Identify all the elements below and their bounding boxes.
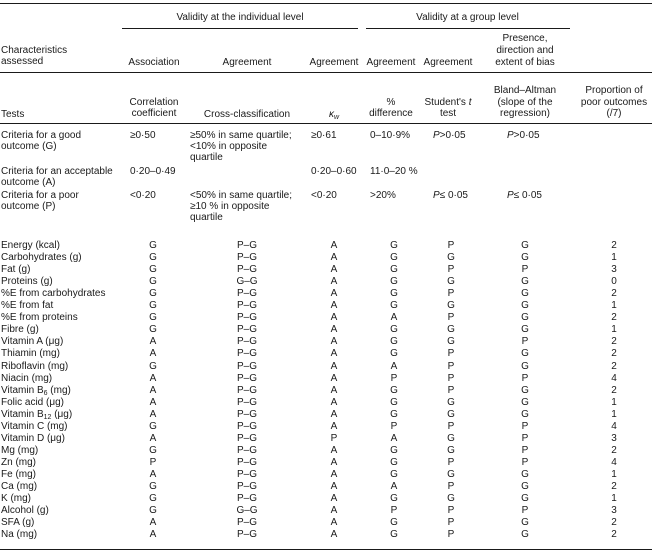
- row-label-text: Carbohydrates (g): [1, 252, 82, 264]
- table-cell: G: [390, 468, 398, 480]
- row-label-text: SFA (g): [1, 517, 35, 529]
- table-cell: G: [521, 517, 529, 529]
- table-cell: A: [330, 252, 338, 264]
- header-agreement-cross: Agreement: [222, 57, 272, 68]
- criteria-correlation: ≥0·50: [130, 130, 156, 141]
- table-cell: P: [521, 432, 529, 444]
- row-label: [1, 276, 53, 288]
- row-label-text: %E from carbohydrates: [1, 288, 106, 300]
- criteria-kappa: ≥0·61: [311, 130, 337, 141]
- table-cell: G: [447, 252, 455, 264]
- group-header-group: Validity at a group level: [416, 12, 519, 23]
- row-label-text: K (mg): [1, 493, 31, 505]
- header-tests: Tests: [1, 109, 25, 120]
- criteria-student-t: [433, 190, 468, 202]
- table-cell: G: [149, 444, 157, 456]
- row-label-subscript: 6: [43, 389, 48, 397]
- table-cell: A: [330, 493, 338, 505]
- table-cell: G: [390, 529, 398, 541]
- table-cell: G: [447, 276, 455, 288]
- table-cell: A: [330, 517, 338, 529]
- table-cell: G: [390, 240, 398, 251]
- table-cell: A: [330, 300, 338, 312]
- table-cell: A: [330, 396, 338, 408]
- table-cell: G: [390, 252, 398, 264]
- table-cell: 2: [611, 517, 617, 529]
- criteria-cross-classification: ≥50% in same quartile;: [190, 130, 292, 141]
- table-cell: 2: [611, 240, 617, 251]
- student-t-symbol: t: [468, 97, 472, 108]
- table-cell: G: [149, 300, 157, 312]
- table-cell: P: [447, 420, 455, 432]
- student-label: Student's: [424, 97, 469, 108]
- table-cell: G: [521, 468, 529, 480]
- table-cell: A: [149, 336, 157, 348]
- table-cell: 1: [611, 300, 617, 312]
- row-label: [1, 505, 49, 517]
- table-cell: P: [447, 384, 455, 396]
- criteria-correlation: <0·20: [130, 190, 156, 201]
- header-agreement-diff: Agreement: [366, 57, 416, 68]
- p-threshold: >0·05: [513, 130, 540, 141]
- criteria-label: Criteria for a poor: [1, 190, 79, 201]
- table-cell: G: [149, 276, 157, 288]
- table-cell: P: [390, 505, 398, 517]
- row-label: [1, 252, 82, 264]
- table-cell: P: [447, 288, 455, 300]
- row-label-text: %E from proteins: [1, 312, 78, 324]
- table-cell: G: [447, 300, 455, 312]
- table-cell: P–G: [236, 420, 257, 432]
- table-cell: 1: [611, 408, 617, 420]
- row-label: [1, 288, 106, 300]
- table-cell: P: [521, 264, 529, 276]
- table-cell: P–G: [236, 336, 257, 348]
- row-label-text: Niacin (mg): [1, 372, 53, 384]
- table-cell: P–G: [236, 324, 257, 336]
- table-cell: G: [390, 300, 398, 312]
- table-cell: 2: [611, 384, 617, 396]
- table-cell: 4: [611, 420, 617, 432]
- table-cell: G: [390, 264, 398, 276]
- table-cell: 1: [611, 252, 617, 264]
- row-label-text: Riboflavin (mg): [1, 360, 69, 372]
- table-cell: A: [330, 384, 338, 396]
- table-cell: A: [149, 529, 157, 541]
- table-cell: G: [390, 408, 398, 420]
- table-cell: G: [447, 324, 455, 336]
- table-cell: A: [149, 384, 157, 396]
- table-cell: G: [521, 529, 529, 541]
- table-cell: A: [149, 468, 157, 480]
- criteria-cross-classification: <50% in same quartile;: [190, 190, 293, 201]
- criteria-kappa: <0·20: [311, 190, 337, 201]
- table-cell: G: [447, 396, 455, 408]
- table-cell: A: [390, 481, 398, 492]
- top-rule: [0, 3, 652, 4]
- table-cell: 2: [611, 529, 617, 541]
- row-label-text: Vitamin C (mg): [1, 420, 68, 432]
- table-cell: P–G: [236, 372, 257, 384]
- table-cell: G: [390, 288, 398, 300]
- row-label: [1, 336, 63, 348]
- row-label: [1, 312, 78, 324]
- table-cell: G: [521, 493, 529, 505]
- table-cell: G: [521, 384, 529, 396]
- table-cell: G: [521, 408, 529, 420]
- table-cell: G: [149, 312, 157, 324]
- table-cell: A: [330, 372, 338, 384]
- header-student-1: [419, 97, 477, 109]
- table-cell: 4: [611, 372, 617, 384]
- table-cell: G: [521, 360, 529, 372]
- table-cell: A: [330, 360, 338, 372]
- criteria-pct-difference: 11·0–20 %: [370, 166, 418, 177]
- header-agreement-t: Agreement: [423, 57, 473, 68]
- row-label: [1, 397, 64, 409]
- table-cell: A: [149, 372, 157, 384]
- table-cell: P: [390, 420, 398, 432]
- table-cell: P–G: [236, 312, 257, 324]
- table-cell: P: [521, 456, 529, 468]
- table-cell: 2: [611, 288, 617, 300]
- table-cell: P–G: [236, 252, 257, 264]
- row-label-unit: (μg): [51, 408, 73, 420]
- table-cell: G: [447, 468, 455, 480]
- table-cell: P: [447, 456, 455, 468]
- table-cell: P–G: [236, 444, 257, 456]
- criteria-label: Criteria for an acceptable: [1, 166, 113, 177]
- header-association: Association: [128, 57, 180, 68]
- table-cell: A: [330, 264, 338, 276]
- row-label-text: Vitamin D (μg): [1, 432, 65, 444]
- row-label: [1, 481, 37, 493]
- table-cell: G: [149, 264, 157, 276]
- row-label: [1, 457, 36, 469]
- table-cell: G: [390, 517, 398, 529]
- table-cell: P–G: [236, 517, 257, 529]
- header-bland-2: (slope of the: [497, 97, 553, 108]
- row-label-text: Vitamin A (μg): [1, 336, 64, 348]
- table-cell: P: [521, 420, 529, 432]
- table-cell: G: [149, 288, 157, 300]
- row-label: [1, 469, 36, 481]
- table-cell: 2: [611, 336, 617, 348]
- table-cell: P–G: [236, 468, 257, 480]
- table-cell: A: [149, 408, 157, 420]
- header-pct-1: %: [386, 97, 396, 108]
- criteria-bland-altman: [507, 130, 540, 142]
- table-cell: G: [521, 252, 529, 264]
- header-characteristics-1: Characteristics: [1, 45, 68, 56]
- table-cell: A: [330, 276, 338, 288]
- row-label-text: Fibre (g): [1, 324, 39, 336]
- header-pct-2: difference: [369, 108, 413, 119]
- table-cell: P: [447, 312, 455, 324]
- group-rule-individual: [122, 28, 358, 29]
- table-cell: P–G: [236, 360, 257, 372]
- row-label-text: Thiamin (mg): [1, 348, 60, 360]
- table-cell: P–G: [236, 384, 257, 396]
- table-cell: A: [330, 468, 338, 480]
- row-label-text: Ca (mg): [1, 481, 38, 492]
- table-cell: 2: [611, 481, 617, 492]
- criteria-bland-altman: [507, 190, 542, 202]
- table-cell: G: [521, 288, 529, 300]
- table-cell: P: [149, 456, 157, 468]
- table-cell: P: [447, 240, 455, 251]
- header-bland-3: regression): [499, 108, 551, 119]
- table-cell: A: [330, 481, 338, 492]
- table-cell: G: [390, 456, 398, 468]
- table-cell: G: [390, 348, 398, 360]
- row-label-text: Energy (kcal): [1, 240, 60, 251]
- table-cell: P–G: [236, 493, 257, 505]
- row-label-text: %E from fat: [1, 300, 54, 312]
- table-cell: P: [447, 529, 455, 541]
- table-cell: 3: [611, 432, 617, 444]
- row-label: [1, 517, 34, 529]
- table-cell: P: [390, 372, 398, 384]
- table-cell: P–G: [236, 396, 257, 408]
- table-cell: A: [330, 505, 338, 517]
- table-cell: P–G: [236, 529, 257, 541]
- table-cell: G: [390, 324, 398, 336]
- table-cell: P: [447, 517, 455, 529]
- header-bias-3: extent of bias: [495, 57, 555, 68]
- criteria-label: outcome (G): [1, 141, 57, 152]
- table-cell: 1: [611, 468, 617, 480]
- table-cell: A: [330, 420, 338, 432]
- table-cell: P: [447, 360, 455, 372]
- table-cell: G: [521, 276, 529, 288]
- row-label-text: Proteins (g): [1, 276, 53, 288]
- row-label: [1, 493, 31, 505]
- table-cell: G: [149, 252, 157, 264]
- table-cell: G: [447, 408, 455, 420]
- row-label-text: Fat (g): [1, 264, 31, 276]
- table-cell: G: [521, 396, 529, 408]
- header-rule: [0, 72, 652, 73]
- table-cell: A: [330, 288, 338, 300]
- criteria-label: Criteria for a good: [1, 130, 82, 141]
- kappa-symbol: κ: [328, 109, 334, 120]
- table-cell: G: [149, 324, 157, 336]
- row-label: [1, 409, 72, 422]
- p-symbol: P: [433, 190, 440, 201]
- table-cell: 2: [611, 444, 617, 456]
- table-cell: G: [521, 348, 529, 360]
- criteria-correlation: 0·20–0·49: [130, 166, 176, 177]
- table-cell: A: [390, 360, 398, 372]
- table-cell: G: [390, 444, 398, 456]
- table-cell: P: [330, 432, 338, 444]
- table-cell: G: [447, 493, 455, 505]
- table-cell: G: [390, 384, 398, 396]
- table-cell: P: [447, 264, 455, 276]
- table-cell: 4: [611, 456, 617, 468]
- table-cell: A: [330, 312, 338, 324]
- row-label: [1, 445, 38, 457]
- header-proportion-3: (/7): [606, 108, 622, 119]
- table-cell: P: [447, 348, 455, 360]
- table-cell: A: [149, 396, 157, 408]
- row-label-text: Folic acid (μg): [1, 396, 64, 408]
- table-cell: G: [521, 312, 529, 324]
- table-cell: P–G: [236, 408, 257, 420]
- row-label: [1, 433, 65, 445]
- row-label-unit: (mg): [47, 384, 71, 396]
- table-cell: G: [149, 420, 157, 432]
- header-kappa: [306, 109, 362, 122]
- table-cell: 1: [611, 493, 617, 505]
- header-correlation-2: coefficient: [131, 108, 177, 119]
- table-cell: P–G: [236, 432, 257, 444]
- row-label-text: Alcohol (g): [1, 505, 49, 517]
- row-label: [1, 324, 39, 336]
- table-cell: P: [447, 505, 455, 517]
- bottom-rule: [0, 549, 652, 550]
- table-cell: A: [149, 517, 157, 529]
- header-correlation-1: Correlation: [129, 97, 179, 108]
- table-cell: G: [149, 360, 157, 372]
- table-cell: 2: [611, 312, 617, 324]
- p-symbol: P: [507, 190, 514, 201]
- table-cell: G: [149, 240, 157, 251]
- header-proportion-1: Proportion of: [585, 85, 643, 96]
- table-cell: A: [390, 312, 398, 324]
- table-cell: P: [447, 372, 455, 384]
- table-cell: A: [149, 432, 157, 444]
- criteria-label: outcome (A): [1, 177, 56, 188]
- header-bias-1: Presence,: [502, 33, 548, 44]
- header-bias-2: direction and: [496, 45, 554, 56]
- criteria-cross-classification: quartile: [190, 152, 223, 163]
- row-label-text: Vitamin B: [1, 408, 44, 420]
- table-cell: G–G: [236, 505, 258, 517]
- group-header-individual: Validity at the individual level: [176, 12, 304, 23]
- p-symbol: P: [507, 130, 514, 141]
- table-cell: G: [447, 432, 455, 444]
- header-cross-classification: Cross-classification: [203, 109, 291, 120]
- header-agreement-kappa: Agreement: [309, 57, 359, 68]
- header-bland-1: Bland–Altman: [493, 85, 557, 96]
- criteria-cross-classification: <10% in opposite: [190, 141, 268, 152]
- table-cell: P: [521, 372, 529, 384]
- table-cell: G: [521, 300, 529, 312]
- table-cell: A: [330, 324, 338, 336]
- row-label: [1, 529, 37, 541]
- header-proportion-2: poor outcomes: [580, 97, 648, 108]
- table-cell: 0: [611, 276, 617, 288]
- table-cell: G: [390, 276, 398, 288]
- table-cell: G: [390, 493, 398, 505]
- table-cell: G: [149, 505, 157, 517]
- table-cell: 1: [611, 324, 617, 336]
- p-symbol: P: [433, 130, 440, 141]
- table-cell: G: [521, 324, 529, 336]
- table-cell: A: [330, 456, 338, 468]
- table-cell: P–G: [236, 264, 257, 276]
- table-cell: P: [521, 444, 529, 456]
- row-label: [1, 361, 68, 373]
- table-cell: A: [390, 432, 398, 444]
- table-cell: A: [330, 348, 338, 360]
- criteria-cross-classification: ≥10 % in opposite: [190, 201, 270, 212]
- row-label: [1, 300, 53, 312]
- table-cell: P–G: [236, 240, 257, 251]
- row-label: [1, 373, 52, 385]
- table-cell: A: [330, 240, 338, 251]
- table-cell: 2: [611, 360, 617, 372]
- criteria-pct-difference: 0–10·9%: [370, 130, 411, 141]
- row-label: [1, 264, 30, 276]
- header-characteristics-2: assessed: [1, 56, 44, 67]
- kappa-subscript: w: [333, 114, 340, 121]
- row-label: [1, 385, 71, 398]
- table-cell: P–G: [236, 300, 257, 312]
- table-cell: G: [521, 240, 529, 251]
- table-cell: A: [149, 348, 157, 360]
- p-threshold: ≤ 0·05: [513, 190, 542, 201]
- header-student-2: test: [439, 108, 457, 119]
- table-cell: A: [330, 529, 338, 541]
- row-label-text: Mg (mg): [1, 444, 39, 456]
- table-cell: P–G: [236, 481, 257, 492]
- table-cell: P–G: [236, 348, 257, 360]
- table-cell: G: [447, 444, 455, 456]
- table-cell: 3: [611, 264, 617, 276]
- table-cell: P–G: [236, 288, 257, 300]
- table-cell: G: [521, 481, 529, 492]
- table-cell: A: [330, 336, 338, 348]
- table-cell: 3: [611, 505, 617, 517]
- table-cell: G: [390, 336, 398, 348]
- row-label-subscript: 12: [43, 413, 52, 421]
- table-cell: A: [330, 444, 338, 456]
- table-cell: G: [149, 481, 157, 492]
- row-label-text: Vitamin B: [1, 384, 44, 396]
- table-cell: P: [521, 505, 529, 517]
- criteria-student-t: [433, 130, 466, 142]
- p-threshold: >0·05: [439, 130, 466, 141]
- row-label-text: Zn (mg): [1, 456, 36, 468]
- table-cell: 1: [611, 396, 617, 408]
- criteria-cross-classification: quartile: [190, 212, 223, 223]
- table-cell: G–G: [236, 276, 258, 288]
- group-rule-group: [366, 28, 570, 29]
- table-cell: P: [521, 336, 529, 348]
- table-cell: 2: [611, 348, 617, 360]
- criteria-pct-difference: >20%: [370, 190, 396, 201]
- table-cell: G: [390, 396, 398, 408]
- row-label: [1, 348, 60, 360]
- p-threshold: ≤ 0·05: [439, 190, 468, 201]
- criteria-kappa: 0·20–0·60: [311, 166, 357, 177]
- table-cell: P: [447, 481, 455, 492]
- table-cell: A: [330, 408, 338, 420]
- row-label: [1, 421, 68, 433]
- row-label-text: Fe (mg): [1, 468, 36, 480]
- table-cell: P–G: [236, 456, 257, 468]
- table-cell: G: [149, 493, 157, 505]
- row-label-text: Na (mg): [1, 529, 38, 541]
- row-label: [1, 240, 60, 252]
- criteria-label: outcome (P): [1, 201, 56, 212]
- header-bottom-rule: [0, 123, 652, 124]
- table-cell: G: [447, 336, 455, 348]
